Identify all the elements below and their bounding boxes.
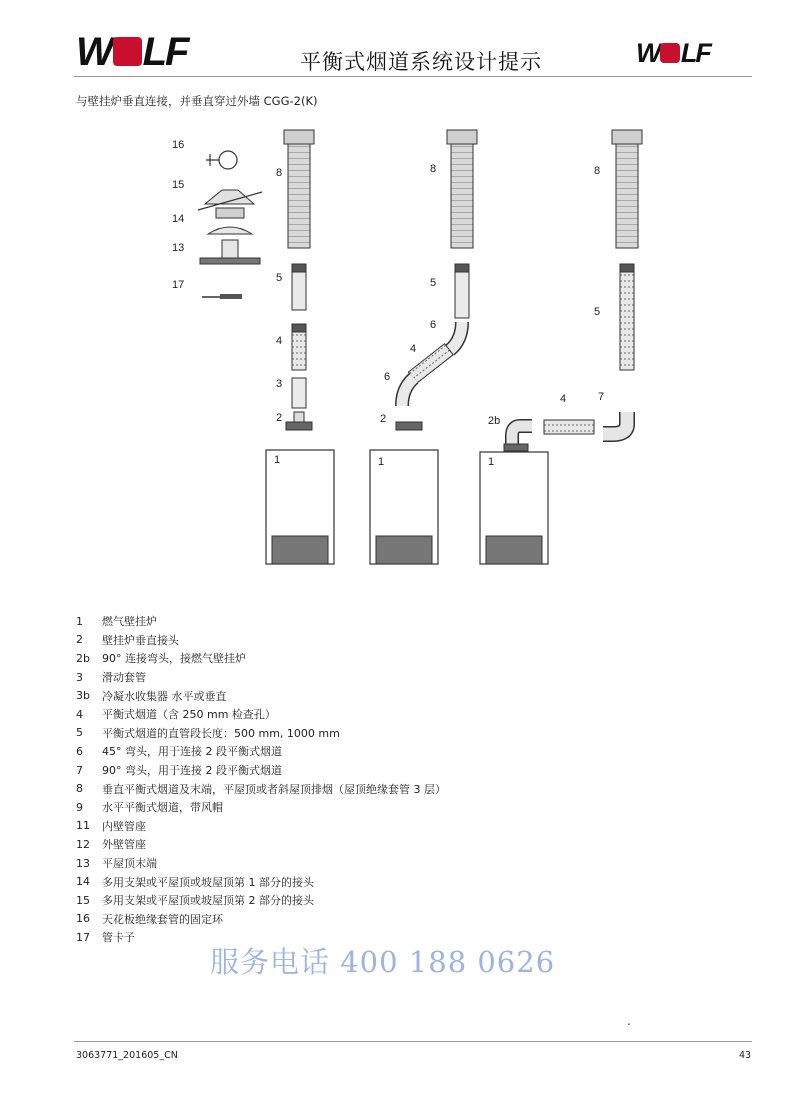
assembly-right bbox=[480, 130, 642, 564]
legend-number: 12 bbox=[76, 837, 90, 851]
callout-14: 14 bbox=[172, 213, 185, 225]
legend-item bbox=[76, 761, 446, 780]
legend-number: 7 bbox=[76, 763, 83, 777]
footer-divider bbox=[74, 1041, 752, 1042]
fixing-ring-icon bbox=[206, 151, 237, 169]
callout-8-middle: 8 bbox=[430, 163, 437, 175]
parts-column bbox=[172, 139, 262, 299]
legend-text: 内壁管座 bbox=[102, 819, 146, 833]
legend-text: 壁挂炉垂直接头 bbox=[102, 633, 179, 647]
legend-number: 11 bbox=[76, 819, 90, 833]
legend-item bbox=[76, 668, 446, 687]
service-phone-watermark: 服务电话 400 188 0626 bbox=[210, 945, 556, 979]
legend-text: 外壁管座 bbox=[102, 838, 146, 852]
callout-2-left: 2 bbox=[276, 412, 283, 424]
callout-4-right: 4 bbox=[560, 393, 567, 405]
flat-roof-terminal-icon bbox=[200, 240, 260, 264]
legend-item bbox=[76, 798, 446, 817]
wolf-logo-left: W LF bbox=[76, 30, 188, 74]
legend-number: 6 bbox=[76, 744, 83, 758]
legend-text: 平衡式烟道的直管段长度：500 mm, 1000 mm bbox=[102, 726, 340, 740]
callout-8-right: 8 bbox=[594, 165, 601, 177]
callout-5-right: 5 bbox=[594, 306, 601, 318]
legend-number: 15 bbox=[76, 893, 90, 907]
legend-number: 1 bbox=[76, 614, 83, 628]
legend-number: 16 bbox=[76, 912, 90, 926]
legend-number: 13 bbox=[76, 856, 90, 870]
callout-1-middle: 1 bbox=[378, 456, 385, 468]
legend-item bbox=[76, 835, 446, 854]
callout-6-middle-upper: 6 bbox=[430, 319, 437, 331]
callout-5-left: 5 bbox=[276, 272, 283, 284]
header-divider bbox=[74, 76, 752, 77]
legend-text: 管卡子 bbox=[102, 931, 135, 945]
legend-text: 滑动套管 bbox=[102, 671, 146, 685]
stray-dot: . bbox=[627, 1014, 631, 1028]
legend-number: 8 bbox=[76, 782, 83, 796]
legend-text: 45° 弯头，用于连接 2 段平衡式烟道 bbox=[102, 745, 282, 759]
legend-item bbox=[76, 872, 446, 891]
callout-5-middle: 5 bbox=[430, 277, 437, 289]
callout-4-middle: 4 bbox=[410, 343, 417, 355]
callout-2-middle: 2 bbox=[380, 413, 387, 425]
document-code: 3063771_201605_CN bbox=[76, 1050, 178, 1061]
legend-item bbox=[76, 854, 446, 873]
callout-16: 16 bbox=[172, 139, 185, 151]
legend-text: 天花板绝缘套管的固定环 bbox=[102, 912, 223, 926]
legend-text: 燃气壁挂炉 bbox=[102, 615, 157, 629]
page-number: 43 bbox=[739, 1050, 752, 1061]
callout-2b-right: 2b bbox=[488, 415, 501, 427]
legend-text: 90° 连接弯头，接燃气壁挂炉 bbox=[102, 652, 246, 666]
legend-number: 3b bbox=[76, 689, 90, 703]
callout-7-right: 7 bbox=[598, 391, 605, 403]
roof-joint-lower-icon bbox=[208, 208, 252, 234]
page-title: 平衡式烟道系统设计提示 bbox=[300, 50, 542, 74]
assembly-left bbox=[266, 130, 334, 564]
legend-number: 9 bbox=[76, 800, 83, 814]
flue-system-diagram bbox=[160, 122, 660, 582]
legend-number: 2 bbox=[76, 633, 83, 647]
legend-number: 2b bbox=[76, 651, 90, 665]
callout-17: 17 bbox=[172, 279, 185, 291]
roof-joint-upper-icon bbox=[198, 190, 262, 210]
legend-item bbox=[76, 817, 446, 836]
pipe-clamp-icon bbox=[202, 294, 242, 299]
legend-text: 多用支架或平屋顶或坡屋顶第 2 部分的接头 bbox=[102, 894, 314, 908]
legend-item bbox=[76, 779, 446, 798]
legend-number: 14 bbox=[76, 875, 90, 889]
legend-item bbox=[76, 891, 446, 910]
callout-13: 13 bbox=[172, 242, 185, 254]
legend-item bbox=[76, 910, 446, 929]
page-subtitle: 与壁挂炉垂直连接，并垂直穿过外墙 CGG-2(K) bbox=[76, 94, 318, 108]
callout-3-left: 3 bbox=[276, 378, 283, 390]
legend-text: 90° 弯头，用于连接 2 段平衡式烟道 bbox=[102, 764, 282, 778]
legend-item bbox=[76, 631, 446, 650]
legend-text: 平屋顶末端 bbox=[102, 857, 157, 871]
legend-list bbox=[76, 612, 446, 947]
callout-4-left: 4 bbox=[276, 335, 283, 347]
legend-text: 水平平衡式烟道，带风帽 bbox=[102, 801, 223, 815]
legend-item bbox=[76, 612, 446, 631]
legend-number: 4 bbox=[76, 707, 83, 721]
legend-item bbox=[76, 649, 446, 668]
callout-1-right: 1 bbox=[488, 456, 495, 468]
legend-text: 平衡式烟道（含 250 mm 检查孔） bbox=[102, 708, 276, 722]
legend-text: 垂直平衡式烟道及末端，平屋顶或者斜屋顶排烟（屋顶绝缘套管 3 层） bbox=[102, 782, 446, 796]
legend-item bbox=[76, 724, 446, 743]
callout-15: 15 bbox=[172, 179, 185, 191]
legend-number: 17 bbox=[76, 930, 90, 944]
legend-number: 5 bbox=[76, 726, 83, 740]
logo-o-mark bbox=[113, 37, 142, 66]
wolf-logo-right: W LF bbox=[636, 38, 710, 68]
assembly-middle bbox=[370, 130, 477, 564]
legend-text: 多用支架或平屋顶或坡屋顶第 1 部分的接头 bbox=[102, 875, 314, 889]
legend-item bbox=[76, 742, 446, 761]
logo-o-mark bbox=[660, 43, 679, 62]
callout-6-middle-lower: 6 bbox=[384, 371, 391, 383]
callout-1-left: 1 bbox=[274, 454, 281, 466]
callout-8-left: 8 bbox=[276, 167, 283, 179]
legend-text: 冷凝水收集器 水平或垂直 bbox=[102, 689, 227, 703]
legend-number: 3 bbox=[76, 670, 83, 684]
legend-item bbox=[76, 686, 446, 705]
legend-item bbox=[76, 705, 446, 724]
